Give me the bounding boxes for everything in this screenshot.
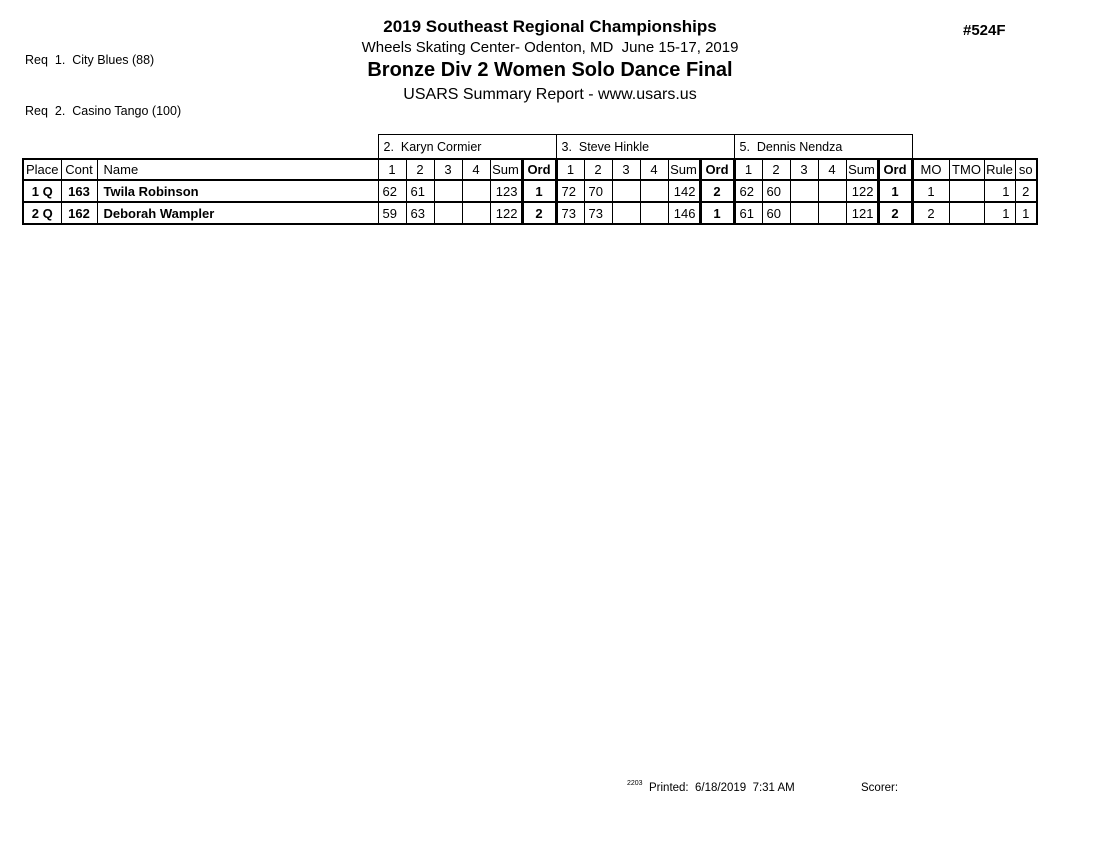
table-row xyxy=(23,180,1037,202)
judge-name: 3. Steve Hinkle xyxy=(556,135,734,160)
so-cell: 1 xyxy=(1015,202,1037,224)
sum-cell: 123 xyxy=(490,180,522,202)
event-title: Bronze Div 2 Women Solo Dance Final xyxy=(367,59,733,81)
score-cell xyxy=(434,202,462,224)
score-cell: 61 xyxy=(406,180,434,202)
score-cell xyxy=(790,180,818,202)
results-table xyxy=(22,134,1038,225)
ord-header: Ord xyxy=(700,159,734,180)
table-row xyxy=(23,202,1037,224)
tmo-header: TMO xyxy=(949,159,984,180)
cont-cell: 162 xyxy=(61,202,97,224)
sum-cell: 122 xyxy=(490,202,522,224)
score-cell: 73 xyxy=(556,202,584,224)
required-dance-item: Req 1. City Blues (88) xyxy=(25,53,155,67)
score-col-header: 1 xyxy=(734,159,762,180)
venue-line: Wheels Skating Center- Odenton, MD June 15-17, 2019 xyxy=(361,39,739,56)
sum-cell: 146 xyxy=(668,202,700,224)
ord-cell: 1 xyxy=(522,180,556,202)
sum-header: Sum xyxy=(846,159,878,180)
judge-name: 5. Dennis Nendza xyxy=(734,135,912,160)
rule-cell: 1 xyxy=(984,180,1015,202)
score-col-header: 4 xyxy=(640,159,668,180)
judge-header-row xyxy=(23,135,1037,160)
place-cell: 2 Q xyxy=(23,202,61,224)
score-col-header: 3 xyxy=(612,159,640,180)
event-number: #524F xyxy=(963,22,1006,39)
score-cell: 70 xyxy=(584,180,612,202)
score-cell xyxy=(462,202,490,224)
mo-cell: 2 xyxy=(912,202,949,224)
championship-title: 2019 Southeast Regional Championships xyxy=(383,17,717,36)
tmo-cell xyxy=(949,202,984,224)
ord-cell: 1 xyxy=(700,202,734,224)
score-col-header: 2 xyxy=(762,159,790,180)
mo-header: MO xyxy=(912,159,949,180)
ord-cell: 2 xyxy=(878,202,912,224)
name-cell: Twila Robinson xyxy=(97,180,378,202)
score-cell xyxy=(640,180,668,202)
cont-cell: 163 xyxy=(61,180,97,202)
results-table-wrapper xyxy=(22,134,1038,225)
score-col-header: 3 xyxy=(790,159,818,180)
score-cell: 61 xyxy=(734,202,762,224)
score-cell: 59 xyxy=(378,202,406,224)
ord-header: Ord xyxy=(522,159,556,180)
score-cell xyxy=(462,180,490,202)
place-cell: 1 Q xyxy=(23,180,61,202)
judge-name: 2. Karyn Cormier xyxy=(378,135,556,160)
score-cell xyxy=(640,202,668,224)
so-cell: 2 xyxy=(1015,180,1037,202)
score-col-header: 2 xyxy=(584,159,612,180)
ord-cell: 1 xyxy=(878,180,912,202)
rule-cell: 1 xyxy=(984,202,1015,224)
score-cell xyxy=(612,202,640,224)
sum-header: Sum xyxy=(668,159,700,180)
score-cell xyxy=(612,180,640,202)
score-col-header: 4 xyxy=(818,159,846,180)
score-cell: 60 xyxy=(762,202,790,224)
score-col-header: 1 xyxy=(378,159,406,180)
score-cell xyxy=(818,180,846,202)
title-block xyxy=(0,17,1100,104)
score-cell: 60 xyxy=(762,180,790,202)
so-header: so xyxy=(1015,159,1037,180)
score-col-header: 4 xyxy=(462,159,490,180)
score-cell: 73 xyxy=(584,202,612,224)
score-col-header: 2 xyxy=(406,159,434,180)
score-col-header: 1 xyxy=(556,159,584,180)
footer-code: 2203 xyxy=(627,780,643,787)
judge-header-spacer xyxy=(912,135,1037,160)
score-cell xyxy=(818,202,846,224)
score-cell: 72 xyxy=(556,180,584,202)
score-cell xyxy=(434,180,462,202)
ord-cell: 2 xyxy=(522,202,556,224)
score-col-header: 3 xyxy=(434,159,462,180)
sum-cell: 142 xyxy=(668,180,700,202)
judge-header-spacer xyxy=(23,135,378,160)
score-cell: 62 xyxy=(734,180,762,202)
name-header: Name xyxy=(97,159,378,180)
score-cell: 63 xyxy=(406,202,434,224)
rule-header: Rule xyxy=(984,159,1015,180)
name-cell: Deborah Wampler xyxy=(97,202,378,224)
footer-scorer-label: Scorer: xyxy=(861,782,899,794)
footer-printed-timestamp: Printed: 6/18/2019 7:31 AM xyxy=(649,782,795,794)
cont-header: Cont xyxy=(61,159,97,180)
column-header-row xyxy=(23,159,1037,180)
place-header: Place xyxy=(23,159,61,180)
report-title: USARS Summary Report - www.usars.us xyxy=(403,86,697,103)
sum-header: Sum xyxy=(490,159,522,180)
score-cell xyxy=(790,202,818,224)
score-cell: 62 xyxy=(378,180,406,202)
ord-header: Ord xyxy=(878,159,912,180)
ord-cell: 2 xyxy=(700,180,734,202)
sum-cell: 122 xyxy=(846,180,878,202)
mo-cell: 1 xyxy=(912,180,949,202)
tmo-cell xyxy=(949,180,984,202)
sum-cell: 121 xyxy=(846,202,878,224)
required-dance-item: Req 2. Casino Tango (100) xyxy=(25,104,182,118)
